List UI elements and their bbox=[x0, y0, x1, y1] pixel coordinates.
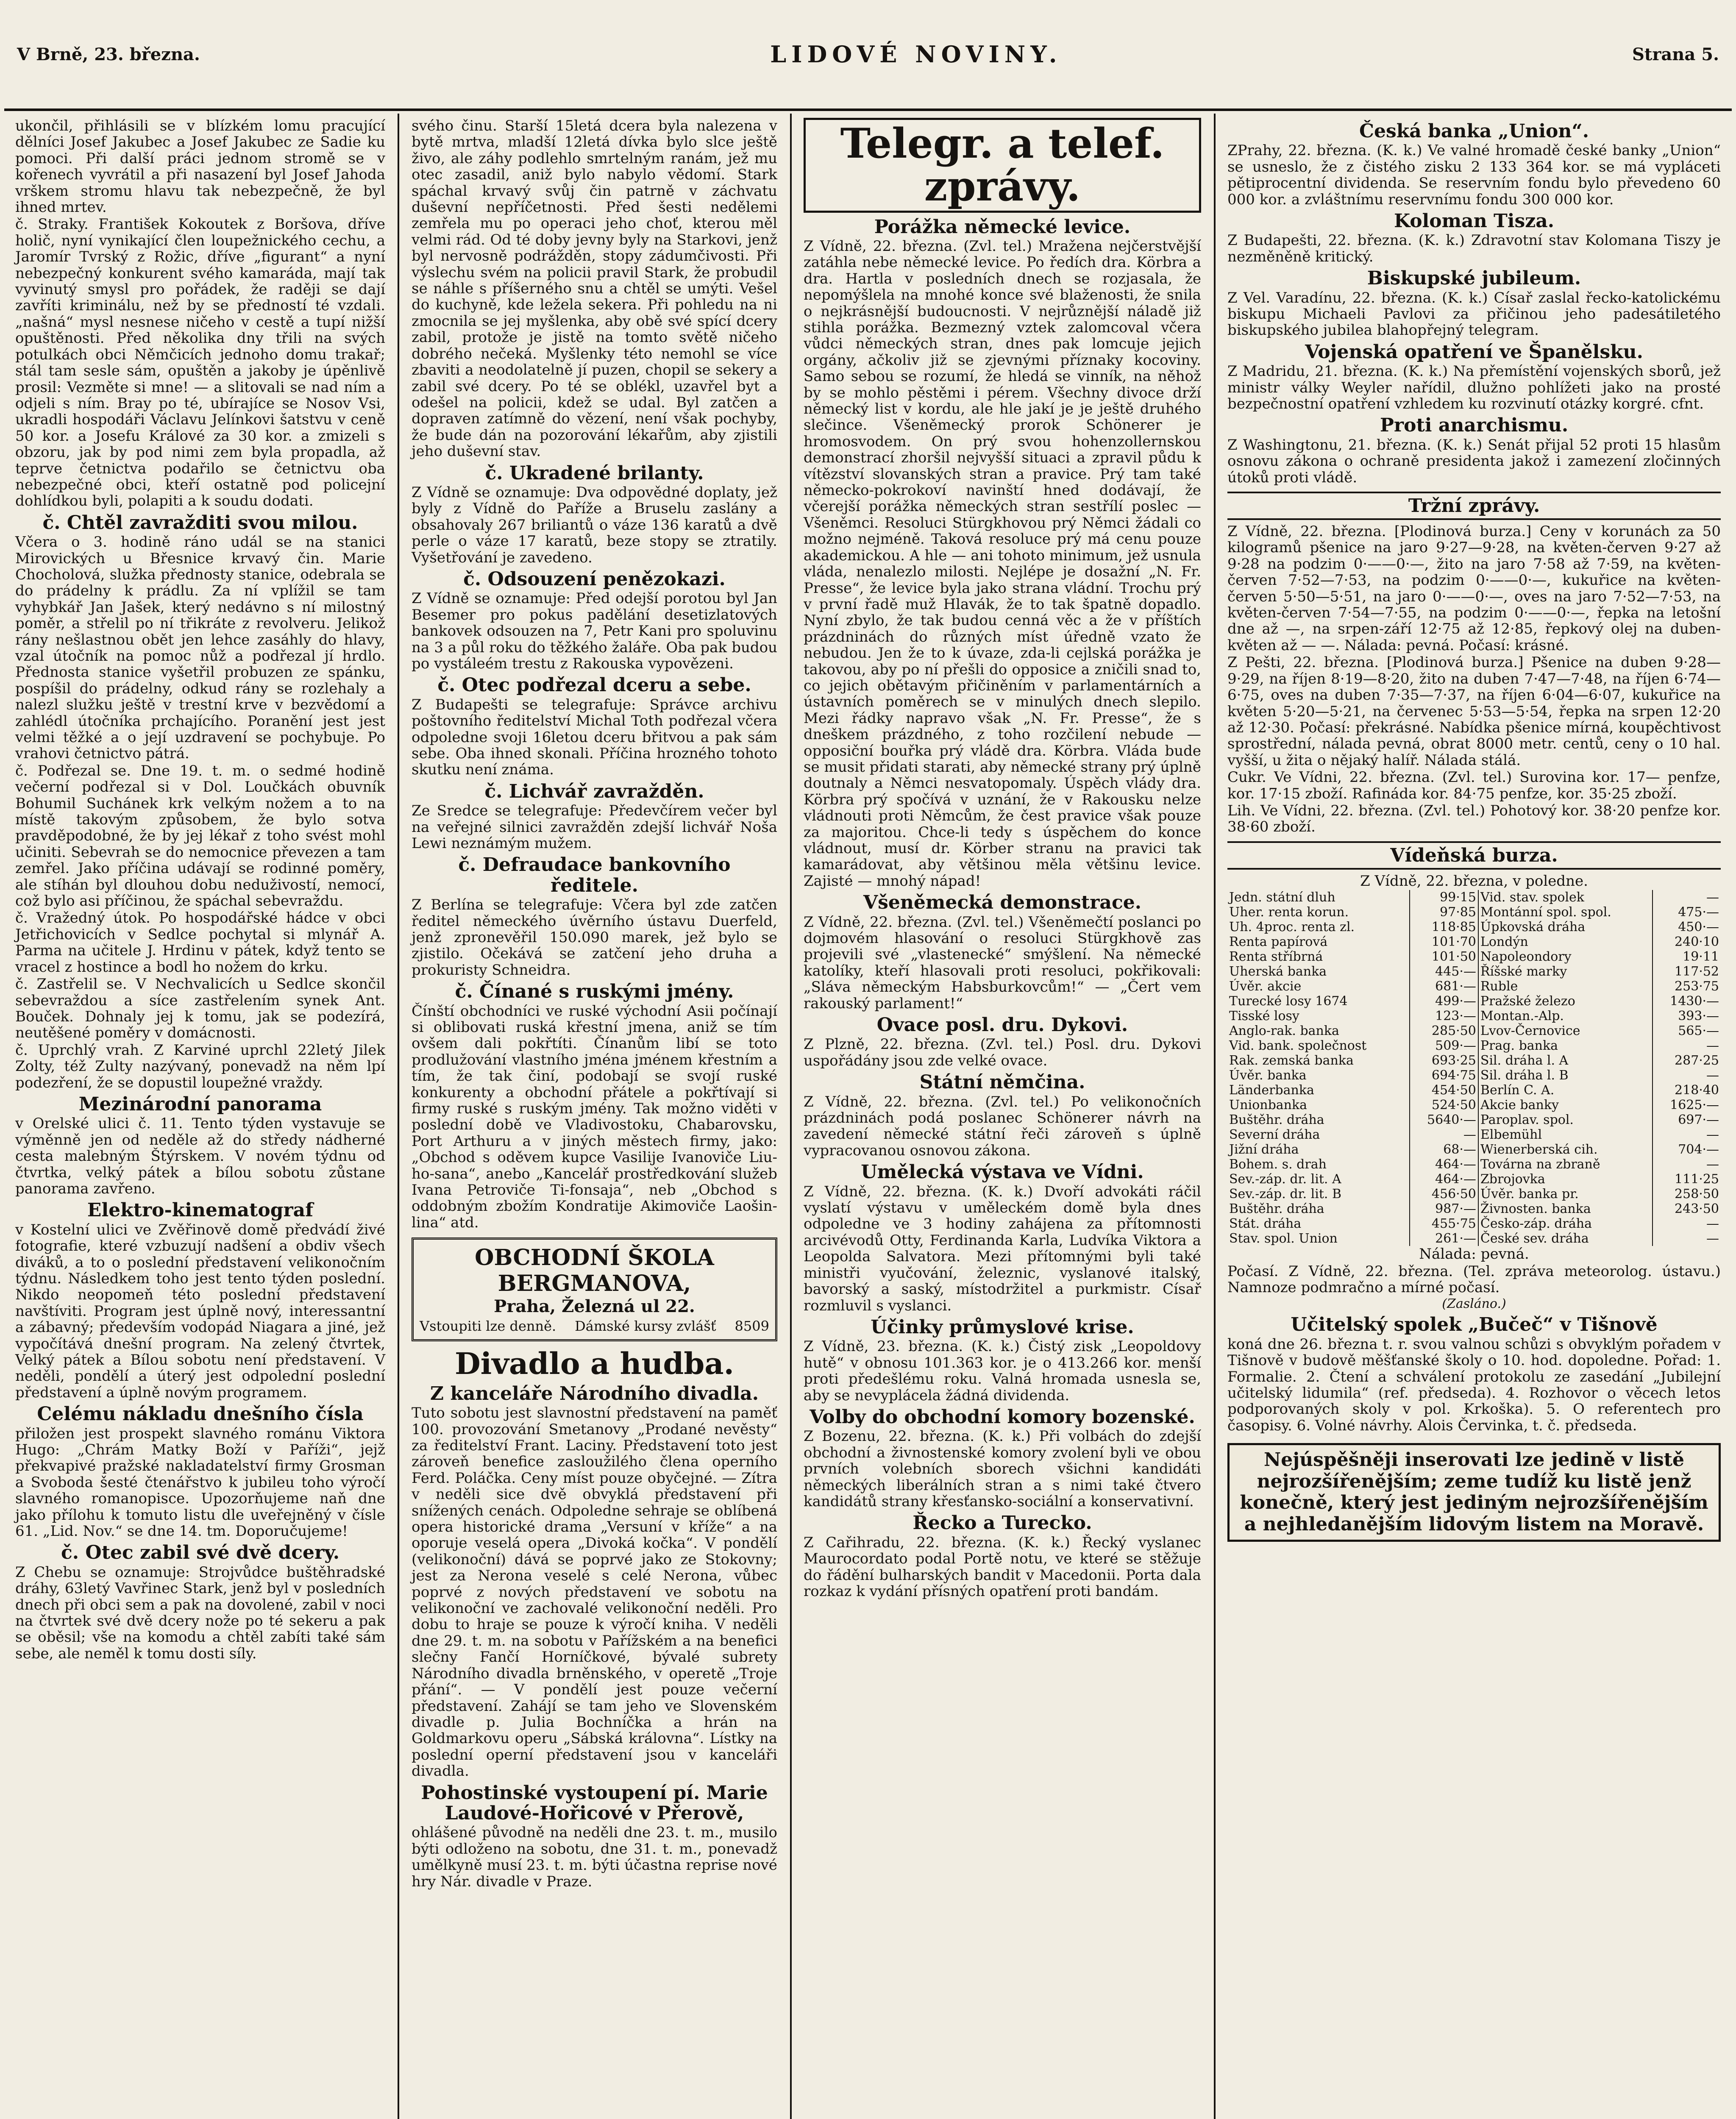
exchange-note: Nálada: pevná. bbox=[1419, 1246, 1529, 1263]
security-name: Stát. dráha bbox=[1227, 1216, 1410, 1231]
article-heading: Vojenská opatření ve Španělsku. bbox=[1305, 341, 1643, 363]
security-name: Uher. renta korun. bbox=[1227, 905, 1410, 920]
article-paragraph: ohlášené původně na neděli dne 23. t. m., musilo býti odloženo na sobotu, dne 31. t. m., ponevadž umělkyně musí 23. t. m. býti účastna reprise nové hry Nár. divadle v Praze. bbox=[412, 1824, 777, 1890]
article-paragraph: přiložen jest prospekt slavného románu Viktora Hugo: „Chrám Matky Boží v Paříži“, jejž překvapivé pražské nakladatelství firmy Grosman a Svoboda šesté čtenářstvo k jubileu toho výročí slavného romanopisce. Upozorňujeme naň dne jako přílohu k tomuto listu dle uveřejněný v čísle 61. „Lid. Nov.“ se dne 14. tm. Doporučujeme! bbox=[15, 1425, 385, 1540]
article-paragraph: Z Pešti, 22. března. [Plodinová burza.] Pšenice na duben 9·28—9·29, na říjen 8·19—8·20, žito na duben 7·47—7·48, na říjen 6·74—6·75, oves na duben 7·35—7·37, na říjen 6·04—6·07, kukuřice na květen 5·20—5·21, na červenec 5·53—5·54, řepka na srpen 12·20 až 12·30. Počasí: překrásné. Nabídka pšenice mírná, koupěchtivost sprostřední, nálada pevná, obrat 8000 metr. centů, ceny o 10 hal. vyšší, u žita o nějaký halíř. Nálada stálá. bbox=[1227, 654, 1721, 769]
table-row bbox=[1227, 1201, 1721, 1216]
security-name: Turecké losy 1674 bbox=[1227, 994, 1410, 1009]
table-row bbox=[1227, 1038, 1721, 1053]
quote-value: 258·50 bbox=[1675, 1187, 1719, 1202]
article-heading: Učitelský spolek „Bučeč“ v Tišnově bbox=[1291, 1314, 1658, 1336]
table-row bbox=[1227, 994, 1721, 1009]
security-name: Stav. spol. Union bbox=[1227, 1231, 1410, 1246]
quote-value: 454·50 bbox=[1410, 1083, 1478, 1098]
quote-value: 456·50 bbox=[1410, 1187, 1478, 1201]
note-label: (Zasláno.) bbox=[1442, 1296, 1506, 1312]
article-paragraph: Z Vídně, 23. března. (K. k.) Čistý zisk „Leopoldovy hutě“ v obnosu 101.363 kor. je o 413.266 kor. menší proti předešlému roku. Valná hromada usnesla se, aby se nevyplácela žádná dividenda. bbox=[804, 1338, 1201, 1404]
security-name: Česko-záp. dráha bbox=[1478, 1216, 1653, 1231]
security-name: Montánní spol. spol. bbox=[1478, 905, 1653, 920]
school-advertisement bbox=[412, 1237, 777, 1341]
column-rule bbox=[1214, 114, 1216, 2119]
security-name: Úvěr. banka bbox=[1227, 1068, 1410, 1083]
article-paragraph: Tuto sobotu jest slavnostní představení na paměť 100. provozování Smetanovy „Prodané nevěsty“ za ředitelství Frant. Laciny. Představení toto jest zároveň benefice zasloužilého člena operního Ferd. Poláčka. Ceny míst pouze obyčejné. — Zítra v neděli sice dvě obvyklá představení při snížených cenách. Odpoledne sehraje se oblíbená opera historické drama „Versuní v kříže“ a na oporuje veselá opera „Divoká kočka“. V pondělí (velikonoční) dává se poprvé jako ze Stokovny; jest za Nerona veselé s celé Nerona, vůbec poprvé z nových představení ve sobotu na velikonoční ve zachovalé velikonoční neděli. Pro dobu to hraje se pouze k výročí kniha. V neděli dne 29. t. m. na sobotu v Pařížském a na benefici slečny Fančí Horníčkové, bývalé subrety Národního divadla brněnského, v operetě „Troje přání“. — V pondělí jest pouze večerní představení. Zahájí se tam jeho ve Slovenském divadle p. Julia Bochníčka a hrán na Goldmarkovu operu „Sábská královna“. Lístky na poslední operní představení jsou v kanceláři divadla. bbox=[412, 1404, 777, 1780]
security-name: Wienerberská cih. bbox=[1478, 1142, 1653, 1157]
article-heading: Proti anarchismu. bbox=[1380, 414, 1569, 437]
article-paragraph: Z Madridu, 21. března. (K. k.) Na přemístění vojenských sborů, jež ministr války Weyler nařídil, dlužno pohlížeti jako na prosté bezpečnostní opatření vzhledem ku rozvinutí otázky korgré. cfnt. bbox=[1227, 363, 1721, 413]
quote-value: 101·50 bbox=[1410, 949, 1478, 964]
quote-value: 565·— bbox=[1678, 1023, 1719, 1039]
article-heading: č. Čínané s ruskými jmény. bbox=[455, 981, 734, 1003]
table-row bbox=[1227, 905, 1721, 920]
quote-value: 287·25 bbox=[1675, 1053, 1719, 1068]
article-paragraph: Čínští obchodníci ve ruské východní Asii počínají si oblibovati ruská křestní jmena, aniž se tím ovšem dali pokřtíti. Čínanům libí se toto prodlužování vlastního jména jménem křestním a tím, že tak činí, podobají se svojí ruské konkurenty a obchodní přátele a pokřtívají si firmy ruské s ruským jmény. Tak možno viděti v poslední době ve Vladivostoku, Chabarovsku, Port Arthuru a v jiných městech firmy, jako: „Obchod s oděvem kupce Vasilije Ivanoviče Liu-ho-sana“, anebo „Kancelář prostředkování služeb Ivana Petroviče Ti-fonsaja“, neb „Obchod s oddobným zbožím Kondratije Akimoviče Laošin-lina“ atd. bbox=[412, 1002, 777, 1231]
article-heading: Ovace posl. dru. Dykovi. bbox=[876, 1014, 1128, 1036]
quote-value: 101·70 bbox=[1410, 934, 1478, 949]
security-name: Akcie banky bbox=[1478, 1098, 1653, 1112]
article-heading: Umělecká výstava ve Vídni. bbox=[861, 1161, 1144, 1183]
table-row bbox=[1227, 1127, 1721, 1142]
article-heading: Všeněmecká demonstrace. bbox=[863, 892, 1142, 914]
column-2 bbox=[401, 114, 788, 2119]
security-name: Londýn bbox=[1478, 934, 1653, 949]
article-paragraph: Z Vídně, 22. března. (Zvl. tel.) Mražena nejčerstvější zatáhla nebe německé levice. Po ředích dra. Körbra a dra. Hartla v posledních dnech se rozjasala, že nepomýšlela na mnohé konce své blaženosti, že snila o nejkrásnější budoucnosti. V nejrůznější náladě již stihla porážka. Bezmezný vztek zalomcoval včera vůdci německých stran, dnes pak lomcuje jejich orgány, ačkoliv již se zjevnými příznaky kocoviny. Samo sebou se rozumí, že hledá se vinník, na něhož by se mohlo pěstěmi i pérem. Všechny divoce drží německý list v kordu, ale hle jakí je je ještě druhého slečince. Všeněmecký prorok Schönerer je hromosvodem. On prý svou hohenzollernskou demonstrací zhoršil nejvyšší situaci a zpravil půdu k vítězství slovanských stran a pravice. Prý tam také německo-pokrokoví navinští hned dodávají, že včerejší porážka německých stran sestřílí poslec — Všeněmci. Resoluci Stürgkhovou prý Němci žádali co možno nejméně. Taková resoluce prý má cenu pouze akademickou. A hle — ani tohoto minimum, jež usnula vláda, nenalezlo milosti. Nejlépe je dosažní „N. Fr. Presse“, že levice byla jako strana vládní. Trochu prý v první řadě muž Hlavák, že to tak špatně dopadlo. Nyní zbylo, že tak budou cenná věc a že v příštích prázdninách do různých míst úředně vzato že nebudou. Jen že to k úvaze, zda-li cejlská porážka je takovou, aby po ní přešli do opposice a zničili snad to, co jejich obětavým přičiněním v parlamentárních a ústavních poměrech se v minulých dnech slepilo. Mezi řádky napravo však „N. Fr. Presse“, že s dneškem prázdného, z toho rozčilení nebude — opposiční bouřka prý vládě dra. Körbra. Vláda bude se musit přidati starati, aby německé strany prý úplně doutnaly a Němci nesvatopomaly. Úspěch vlády dra. Körbra prý spočívá v uznání, že v Rakousku nelze vládnouti proti Němcům, že čest pravice však pouze za majoritou. Chce-li tedy s úspěchem do konce vládnout, musí dr. Körber stranu na pravici tak kamarádovat, aby většinou měla většinu levice. Zajisté — mnohý nápad! bbox=[804, 237, 1201, 890]
article-paragraph: Z Bozenu, 22. března. (K. k.) Při volbách do zdejší obchodní a živnostenské komory zvolení byli ve obou prvních volebních sborech všichni kandidáti německých liberálních stran a s nimi také čtvero kandidátů strany křesťansko-sociální a konservativní. bbox=[804, 1428, 1201, 1510]
article-paragraph: Z Berlína se telegrafuje: Včera byl zde zatčen ředitel německého úvěrního ústavu Duerfeld, jenž zpronevěřil 150.090 marek, jež bylo se zjistilo. Očekává se zatčení jeho druha a prokuristy Schneidra. bbox=[412, 896, 777, 979]
article-paragraph: ZPrahy, 22. března. (K. k.) Ve valné hromadě české banky „Union“ se usneslo, že z čistého zisku 2 133 364 kor. se má vypláceti pětiprocentní dividenda. Se reservním fondu bylo převedeno 60 000 kor. a zvláštnímu reservnímu fondu 300 000 kor. bbox=[1227, 142, 1721, 208]
security-name: Sev.-záp. dr. lit. A bbox=[1227, 1172, 1410, 1187]
article-paragraph: v Kostelní ulici ve Zvěřinově domě předvádí živé fotografie, které vzbuzují nadšení a obdiv všech diváků, a to o poslední představení velikonočním týdnu. Následkem toho jest tento týden poslední. Nikdo neopomeň této poslední představení navštíviti. Program jest úplně nový, interessantní a zábavný; především vodopád Niagara a jiné, jež vypočítává dnešní program. Na zelený čtvrtek, Velký pátek a Bílou sobotu není představení. V neděli, pondělí a úterý jest odpolední poslední představení a úplně novým programem. bbox=[15, 1221, 385, 1401]
article-paragraph: Z Cařihradu, 22. března. (K. k.) Řecký vyslanec Maurocordato podal Portě notu, ve které se stěžuje do řádění bulharských bandit v Macedonii. Porta dala rozkaz k vydání přísných opatření proti bandám. bbox=[804, 1534, 1201, 1600]
table-row bbox=[1227, 1053, 1721, 1068]
security-name: Renta papírová bbox=[1227, 934, 1410, 949]
table-row bbox=[1227, 1231, 1721, 1246]
exchange-note: Z Vídně, 22. března, v poledne. bbox=[1360, 872, 1588, 890]
quote-value: 393·— bbox=[1678, 1009, 1719, 1024]
quote-value: 704·— bbox=[1678, 1142, 1719, 1157]
security-name: Živnosten. banka bbox=[1478, 1201, 1653, 1216]
article-paragraph: Z Vídně se oznamuje: Dva odpovědné doplaty, jež byly z Vídně do Paříže a Bruselu zaslány a obsahovaly 267 briliantů o váze 136 karatů a dvě perle o váze 17 karatů, beze stopy se ztratily. Vyšetřování je zavedeno. bbox=[412, 484, 777, 566]
security-name: Napoleondory bbox=[1478, 949, 1653, 964]
quote-value: 97·85 bbox=[1410, 905, 1478, 920]
security-name: Bohem. s. drah bbox=[1227, 1157, 1410, 1172]
article-heading: Řecko a Turecko. bbox=[913, 1512, 1092, 1534]
table-row bbox=[1227, 1023, 1721, 1038]
article-paragraph: Z Budapešti se telegrafuje: Správce archivu poštovního ředitelství Michal Toth podřezal včera odpoledne svoji 16letou dceru břitvou a pak sám sebe. Oba ihned skonali. Příčina hrozného tohoto skutku není známa. bbox=[412, 696, 777, 779]
section-title: Telegr. a telef. zprávy. bbox=[804, 118, 1201, 213]
security-name: Tisské losy bbox=[1227, 1009, 1410, 1023]
table-row bbox=[1227, 1142, 1721, 1157]
advertising-notice: Nejúspěšněji inserovati lze jedině v listě nejrozšířenějším; zeme tudíž ku listě jenž konečně, který jest jediným nejrozšířenějším a nejhledanějším lidovým listem na Moravě. bbox=[1227, 1443, 1721, 1541]
table-row bbox=[1227, 1172, 1721, 1187]
article-paragraph: Počasí. Z Vídně, 22. března. (Tel. zpráva meteorolog. ústavu.) Namnoze podmračno a mírné počasí. bbox=[1227, 1263, 1721, 1296]
security-name: Uh. 4proc. renta zl. bbox=[1227, 920, 1410, 934]
ad-detail: Vstoupiti lze denně. bbox=[420, 1318, 556, 1335]
quote-value: — bbox=[1706, 890, 1719, 905]
security-name: Renta stříbrná bbox=[1227, 949, 1410, 964]
article-paragraph: č. Podřezal se. Dne 19. t. m. o sedmé hodině večerní podřezal si v Dol. Loučkách obuvník Bohumil Suchánek krk velkým nožem a to na místě takovým způsobem, že bylo sotva pravděpodobné, že by jej lékař z toho svést mohl učiniti. Sebevrah se do nemocnice převezen a tam zemřel. Jako příčina udávají se rodinné poměry, ale stíhán byl dlouhou dobu neduživostí, nemocí, což bylo asi příčinou, že spáchal sebevraždu. bbox=[15, 762, 385, 910]
quote-value: 464·— bbox=[1410, 1157, 1478, 1172]
article-heading: Porážka německé levice. bbox=[874, 216, 1131, 238]
quote-value: 19·11 bbox=[1683, 949, 1719, 965]
article-paragraph: Lih. Ve Vídni, 22. března. (Zvl. tel.) Pohotový kor. 38·20 penfze kor. 38·60 zboží. bbox=[1227, 802, 1721, 836]
article-heading: č. Odsouzení penězokazi. bbox=[463, 568, 726, 590]
ad-details bbox=[420, 1318, 769, 1334]
security-name: Severní dráha bbox=[1227, 1127, 1410, 1142]
section-title: Divadlo a hudba. bbox=[454, 1346, 734, 1382]
table-row bbox=[1227, 1009, 1721, 1023]
security-name: Berlín C. A. bbox=[1478, 1083, 1653, 1098]
article-heading: č. Otec zabil své dvě dcery. bbox=[61, 1542, 340, 1564]
article-paragraph: Z Chebu se oznamuje: Strojvůdce buštěhradské dráhy, 63letý Vavřinec Stark, jenž byl v posledních dnech při obci sem a pak na dovolené, zabil v noci na čtvrtek své dvě dcery nože po té sekeru a pak se oběsil; vše na komodu a chtěl zabíti také sám sebe, ale neměl k tomu dosti síly. bbox=[15, 1563, 385, 1662]
article-heading: Biskupské jubileum. bbox=[1367, 267, 1581, 289]
security-name: České sev. dráha bbox=[1478, 1231, 1653, 1246]
table-row bbox=[1227, 949, 1721, 964]
security-name: Länderbanka bbox=[1227, 1083, 1410, 1098]
quote-value: 118·85 bbox=[1410, 920, 1478, 934]
quote-value: — bbox=[1706, 1231, 1719, 1246]
article-paragraph: svého činu. Starší 15letá dcera byla nalezena v bytě mrtva, mladší 12letá dívka bylo slce ještě živo, ale záhy podlehlo smrtelným ranám, jež mu otec zasadil, aniž bylo nabylo vědomí. Stark spáchal krvavý svůj čin patrně v záchvatu duševní nepříčetnosti. Před šesti nedělemi zemřela mu po operaci jeho choť, kterou měl velmi rád. Od té doby jevny byly na Starkovi, jenž byl nervosně podrážděn, stopy zádumčivosti. Při výslechu svém na policii pravil Stark, že probudil se náhle s příšerného snu a chtěl se umýti. Vešel do kuchyně, kde ležela sekera. Při pohledu na ni zmocnila se jej myšlenka, aby obě své spící dcery zabil, protože je jistě na tomto světě ničeho dobrého nečeká. Myšlenky této nemohl se více zbaviti a neodolatelně jí puzen, chopil se sekery a zabil své dcery. Po té se oblékl, uzavřel byt a odešel na policii, kdež se udal. Byl zatčen a dopraven zatímně do vězení, není však pochyby, že bude dán na pozorování lékařům, aby zjistili jeho duševní stav. bbox=[412, 117, 777, 460]
quote-value: 1430·— bbox=[1670, 994, 1719, 1009]
article-heading: Česká banka „Union“. bbox=[1359, 120, 1589, 142]
article-heading: Státní němčina. bbox=[919, 1071, 1085, 1093]
security-name: Vid. stav. spolek bbox=[1478, 890, 1653, 905]
quote-value: 243·50 bbox=[1675, 1201, 1719, 1217]
article-paragraph: č. Vražedný útok. Po hospodářské hádce v obci Jetřichovicích v Sedlce pochytal si mlynář A. Parma na učitele J. Hrdinu v pátek, když tento se vracel z hostince a bodl ho nožem do krku. bbox=[15, 909, 385, 976]
security-name: Vid. bank. společnost bbox=[1227, 1038, 1410, 1053]
ad-detail: Dámské kursy zvlášť bbox=[575, 1318, 716, 1335]
quote-value: 111·25 bbox=[1675, 1172, 1719, 1187]
security-name: Pražské železo bbox=[1478, 994, 1653, 1009]
quote-value: 5640·— bbox=[1410, 1112, 1478, 1127]
quote-value: 68·— bbox=[1410, 1142, 1478, 1157]
ad-title: OBCHODNÍ ŠKOLA BERGMANOVA, bbox=[475, 1245, 714, 1297]
quote-value: 450·— bbox=[1678, 920, 1719, 935]
quote-value: 987·— bbox=[1410, 1201, 1478, 1216]
security-name: Úvěr. banka pr. bbox=[1478, 1187, 1653, 1201]
article-heading: Pohostinské vystoupení pí. Marie Laudové-Hořicové v Přerově, bbox=[421, 1782, 768, 1824]
quote-value: — bbox=[1410, 1127, 1478, 1142]
security-name: Jedn. státní dluh bbox=[1227, 890, 1410, 905]
security-name: Anglo-rak. banka bbox=[1227, 1023, 1410, 1038]
security-name: Sev.-záp. dr. lit. B bbox=[1227, 1187, 1410, 1201]
quote-value: 524·50 bbox=[1410, 1098, 1478, 1112]
article-heading: Účinky průmyslové krise. bbox=[871, 1316, 1134, 1338]
page-number: Strana 5. bbox=[1632, 44, 1719, 64]
quote-value: 445·— bbox=[1410, 964, 1478, 979]
article-paragraph: Z Vídně se oznamuje: Před odejší porotou byl Jan Besemer pro pokus padělání desetizlatových bankovek odsouzen na 7, Petr Kani pro spoluvinu na 3 a půl roku do těžkého žaláře. Oba pak budou po vystáleém trestu z Rakouska vypovězeni. bbox=[412, 590, 777, 672]
quote-value: 455·75 bbox=[1410, 1216, 1478, 1231]
article-heading: č. Lichvář zavražděn. bbox=[484, 780, 704, 802]
article-paragraph: Z Vel. Varadínu, 22. března. (K. k.) Císař zaslal řecko-katolickému biskupu Michaeli Pavlovi za přičinou jeho padesátiletého biskupského jubilea blahopřejný telegram. bbox=[1227, 289, 1721, 339]
quote-value: 261·— bbox=[1410, 1231, 1478, 1246]
quote-value: 117·52 bbox=[1675, 964, 1719, 979]
table-row bbox=[1227, 1068, 1721, 1083]
quote-value: 509·— bbox=[1410, 1038, 1478, 1053]
table-row bbox=[1227, 1083, 1721, 1098]
security-name: Sil. dráha l. A bbox=[1478, 1053, 1653, 1068]
table-row bbox=[1227, 964, 1721, 979]
security-name: Paroplav. spol. bbox=[1478, 1112, 1653, 1127]
article-paragraph: ukončil, přihlásili se v blízkém lomu pracující dělníci Josef Jakubec a Josef Jakubec ze Sadie ku pomoci. Při další práci jednom stromě se v kořenech vyvrátil a při nasazení byl Josef Jahoda vrškem stromu hlavu tak nebezpečně, že byl ihned mrtev. bbox=[15, 117, 385, 216]
article-paragraph: Z Budapešti, 22. března. (K. k.) Zdravotní stav Kolomana Tiszy je nezměněně kritický. bbox=[1227, 232, 1721, 265]
section-title: Vídeňská burza. bbox=[1227, 841, 1721, 870]
quote-value: — bbox=[1706, 1216, 1719, 1232]
quote-value: — bbox=[1706, 1127, 1719, 1143]
article-paragraph: Z Vídně, 22. března. (Zvl. tel.) Po velikonočních prázdninách podá poslanec Schönerer návrh na zavedení německé státní řeči zároveň s úplně vypracovanou osnovou zákona. bbox=[804, 1093, 1201, 1159]
table-row bbox=[1227, 1157, 1721, 1172]
quote-value: 99·15 bbox=[1410, 890, 1478, 905]
security-name: Lvov-Černovice bbox=[1478, 1023, 1653, 1038]
security-name: Továrna na zbraně bbox=[1478, 1157, 1653, 1172]
security-name: Montan.-Alp. bbox=[1478, 1009, 1653, 1023]
quote-value: 285·50 bbox=[1410, 1023, 1478, 1038]
article-heading: č. Chtěl zavražditi svou milou. bbox=[42, 512, 358, 534]
article-paragraph: Z Washingtonu, 21. března. (K. k.) Senát přijal 52 proti 15 hlasům osnovu zákona o ochraně presidenta jakož i zamezení zločinných útoků proti vládě. bbox=[1227, 436, 1721, 486]
article-paragraph: v Orelské ulici č. 11. Tento týden vystavuje se výměnně jen od neděle až do středy nádherné cesta malebným Štýrskem. V novém týdnu od čtvrtka, velký pátek a bílou sobotu zůstane panorama zavřeno. bbox=[15, 1115, 385, 1197]
article-paragraph: Z Vídně, 22. března. (Zvl. tel.) Všeněmečtí poslanci po dojmovém hlasování o resoluci Stürgkhově zas projevili své „vlastenecké“ smýšlení. Na německé katolíky, kteří hlasovali proti resoluci, pokřikovali: „Sláva německým Habsburkovcům!“ — „Čert vem rakouský parlament!“ bbox=[804, 913, 1201, 1012]
table-row bbox=[1227, 1098, 1721, 1112]
quote-value: 253·75 bbox=[1675, 979, 1719, 994]
column-rule bbox=[398, 114, 399, 2119]
article-paragraph: Ze Sredce se telegrafuje: Předevčírem večer byl na veřejné silnici zavražděn zdejší lichvář Noša Lewi neznámým mužem. bbox=[412, 802, 777, 852]
article-paragraph: č. Straky. František Kokoutek z Boršova, dříve holič, nyní vynikající člen loupežnického cechu, a Jaromír Tvrský z Rožic, dříve „figurant“ a nyní nebezpečný konkurent svého kamaráda, mají tak vyvinutý smysl pro pořádek, že raději se dají zavříti kriminálu, než by se předností té vzdali. „našná“ mysl nesnese ničeho v cestě a tupí nižší opuštěnosti. Před několika dny třili na svých potulkách obci Němčicích jednoho domu trakař; stál tam sesle sám, opuštěn a jakoby je úpěnlivě prosil: Vezměte si mne! — a slitovali se nad ním a odjeli s ním. Bray po té, ubírajíce se Nosov Vsi, ukradli hospodáři Václavu Jelínkovi šatstvu v ceně 50 kor. a Josefu Králové za 30 kor. a zmizeli s obzoru, jak by pod nimi zem byla propadla, až teprve četnictva podařilo se četnictvu oba nebezpečné obci, kteří ostatně pod policejní dohlídkou byli, polapiti a k soudu dodati. bbox=[15, 216, 385, 510]
table-row bbox=[1227, 1216, 1721, 1231]
security-name: Úvěr. akcie bbox=[1227, 979, 1410, 994]
quote-value: 694·75 bbox=[1410, 1068, 1478, 1083]
security-name: Říšské marky bbox=[1478, 964, 1653, 979]
quote-value: 1625·— bbox=[1670, 1098, 1719, 1113]
quote-value: 240·10 bbox=[1675, 934, 1719, 950]
article-paragraph: Z Plzně, 22. března. (Zvl. tel.) Posl. dru. Dykovi uspořádány jsou zde velké ovace. bbox=[804, 1036, 1201, 1069]
quote-value: 693·25 bbox=[1410, 1053, 1478, 1068]
column-1 bbox=[4, 114, 396, 2119]
column-4 bbox=[1216, 114, 1732, 2119]
newspaper-title: LIDOVÉ NOVINY. bbox=[770, 41, 1062, 68]
security-name: Buštěhr. dráha bbox=[1227, 1112, 1410, 1127]
security-name: Zbrojovka bbox=[1478, 1172, 1653, 1187]
article-heading: Mezinárodní panorama bbox=[78, 1093, 322, 1115]
table-row bbox=[1227, 1112, 1721, 1127]
security-name: Elbemühl bbox=[1478, 1127, 1653, 1142]
article-heading: č. Ukradené brilanty. bbox=[485, 462, 704, 484]
article-heading: č. Defraudace bankovního ředitele. bbox=[458, 854, 731, 896]
article-heading: č. Otec podřezal dceru a sebe. bbox=[437, 674, 751, 696]
article-heading: Celému nákladu dnešního čísla bbox=[37, 1403, 364, 1425]
table-row bbox=[1227, 890, 1721, 905]
article-heading: Volby do obchodní komory bozenské. bbox=[810, 1406, 1195, 1428]
security-name: Úpkovská dráha bbox=[1478, 920, 1653, 934]
quote-value: 123·— bbox=[1410, 1009, 1478, 1023]
security-name: Unionbanka bbox=[1227, 1098, 1410, 1112]
article-paragraph: Cukr. Ve Vídni, 22. března. (Zvl. tel.) Surovina kor. 17— penfze, kor. 17·15 zboží. Rafináda kor. 84·75 penfze, kor. 35·25 zboží. bbox=[1227, 769, 1721, 802]
table-row bbox=[1227, 1187, 1721, 1201]
article-heading: Z kanceláře Národního divadla. bbox=[430, 1382, 759, 1404]
quote-value: 697·— bbox=[1678, 1112, 1719, 1128]
article-paragraph: Z Vídně, 22. března. [Plodinová burza.] Ceny v korunách za 50 kilogramů pšenice na jaro 9·27—9·28, na květen-červen 9·27 až 9·28 na podzim 0·——0·—, žito na jaro 7·58 až 7·59, na květen-červen 7·52—7·53, na podzim 0·——0·—, kukuřice na květen-červen 5·50—5·51, na jaro 0·——0·—, oves na jaro 7·52—7·53, na květen-červen 7·54—7·55, na podzim 0·——0·—, řepka na letošní dne až —, na srpen-září 12·75 až 12·85, řepkový olej na duben-květen až — —. Nálada: pevná. Počasí: krásné. bbox=[1227, 523, 1721, 654]
security-name: Buštěhr. dráha bbox=[1227, 1201, 1410, 1216]
security-name: Prag. banka bbox=[1478, 1038, 1653, 1053]
table-row bbox=[1227, 979, 1721, 994]
quote-value: — bbox=[1706, 1157, 1719, 1172]
security-name: Uherská banka bbox=[1227, 964, 1410, 979]
table-row bbox=[1227, 934, 1721, 949]
security-name: Sil. dráha l. B bbox=[1478, 1068, 1653, 1083]
quote-value: 499·— bbox=[1410, 994, 1478, 1009]
article-heading: Koloman Tisza. bbox=[1394, 210, 1555, 232]
column-rule bbox=[790, 114, 792, 2119]
article-paragraph: Včera o 3. hodině ráno udál se na stanici Mirovických u Břesnice krvavý čin. Marie Chocholová, služka přednosty stanice, odebrala se do prádelny k prádlu. Za ní vplížil se tam vyhybkář Jan Jašek, který nedávno s ní milostný poměr, a střelil po ní třikráte z revolveru. Jelikož rány nešlastnou obět jen lehce zasáhly do hlavy, vzal útočník na pomoc nůž a podřezal jí hrdlo. Přednosta stanice vyšetřil probuzen ze spánku, pospíšil do prádelny, odkud rány se rozlehaly a nalezl služku ještě v trestní krve v bezvědomí a zahlédl útočníka prchajícího. Poranění jest jest velmi těžké a o její uzdravení se pochybuje. Po vrahovi četnictvo pátrá. bbox=[15, 534, 385, 762]
column-3 bbox=[793, 114, 1212, 2119]
quote-value: — bbox=[1706, 1068, 1719, 1083]
quote-value: 681·— bbox=[1410, 979, 1478, 994]
quote-value: 475·— bbox=[1678, 905, 1719, 920]
section-title: Tržní zprávy. bbox=[1227, 492, 1721, 520]
ad-address: Praha, Železná ul 22. bbox=[494, 1296, 695, 1317]
exchange-table bbox=[1227, 890, 1721, 1246]
ad-code: 8509 bbox=[734, 1318, 769, 1335]
issue-date: V Brně, 23. března. bbox=[17, 44, 200, 64]
quote-value: — bbox=[1706, 1038, 1719, 1054]
quote-value: 464·— bbox=[1410, 1172, 1478, 1187]
security-name: Jižní dráha bbox=[1227, 1142, 1410, 1157]
article-paragraph: č. Zastřelil se. V Nechvalicích u Sedlce skončil sebevraždou a síce zastřelením synek Ant. Bouček. Dohnaly jej k tomu, jak se podezírá, neutěšené poměry v domácnosti. bbox=[15, 976, 385, 1042]
article-paragraph: č. Uprchlý vrah. Z Karviné uprchl 22letý Jilek Zolty, též Zulty nazývaný, ponevadž na něm lpí podezření, že se dopustil loupežné vraždy. bbox=[15, 1041, 385, 1091]
article-paragraph: Z Vídně, 22. března. (K. k.) Dvoří advokáti ráčil vyslatí výstavu v uměleckém domě byla dnes odpoledne ve 3 hodiny zahájena za přítomnosti arcivévodů Otty, Ferdinanda Karla, Ludvíka Viktora a Leopolda Salvatora. Mezi přítomnými byli také ministři vyučování, železnic, vyslanové italský, bavorský a saský, místodržitel a purkmistr. Císař rozmluvil s vyslanci. bbox=[804, 1183, 1201, 1314]
security-name: Ruble bbox=[1478, 979, 1653, 994]
article-heading: Elektro-kinematograf bbox=[87, 1199, 314, 1221]
quote-value: 218·40 bbox=[1675, 1083, 1719, 1098]
table-row bbox=[1227, 920, 1721, 934]
security-name: Rak. zemská banka bbox=[1227, 1053, 1410, 1068]
article-paragraph: koná dne 26. března t. r. svou valnou schůzi s obvyklým pořadem v Tišnově v budově měšťanské školy o 10. hod. dopoledne. Pořad: 1. Formalie. 2. Čtení a schválení protokolu ze zasedání „Jubilejní učitelský lidumila“ (ref. předseda). 4. Rozhovor o věcech letos podporovaných skoly v pol. Krkoška). 5. O referentech pro časopisy. 6. Volné návrhy. Alois Červinka, t. č. předseda. bbox=[1227, 1335, 1721, 1434]
masthead bbox=[4, 0, 1732, 111]
